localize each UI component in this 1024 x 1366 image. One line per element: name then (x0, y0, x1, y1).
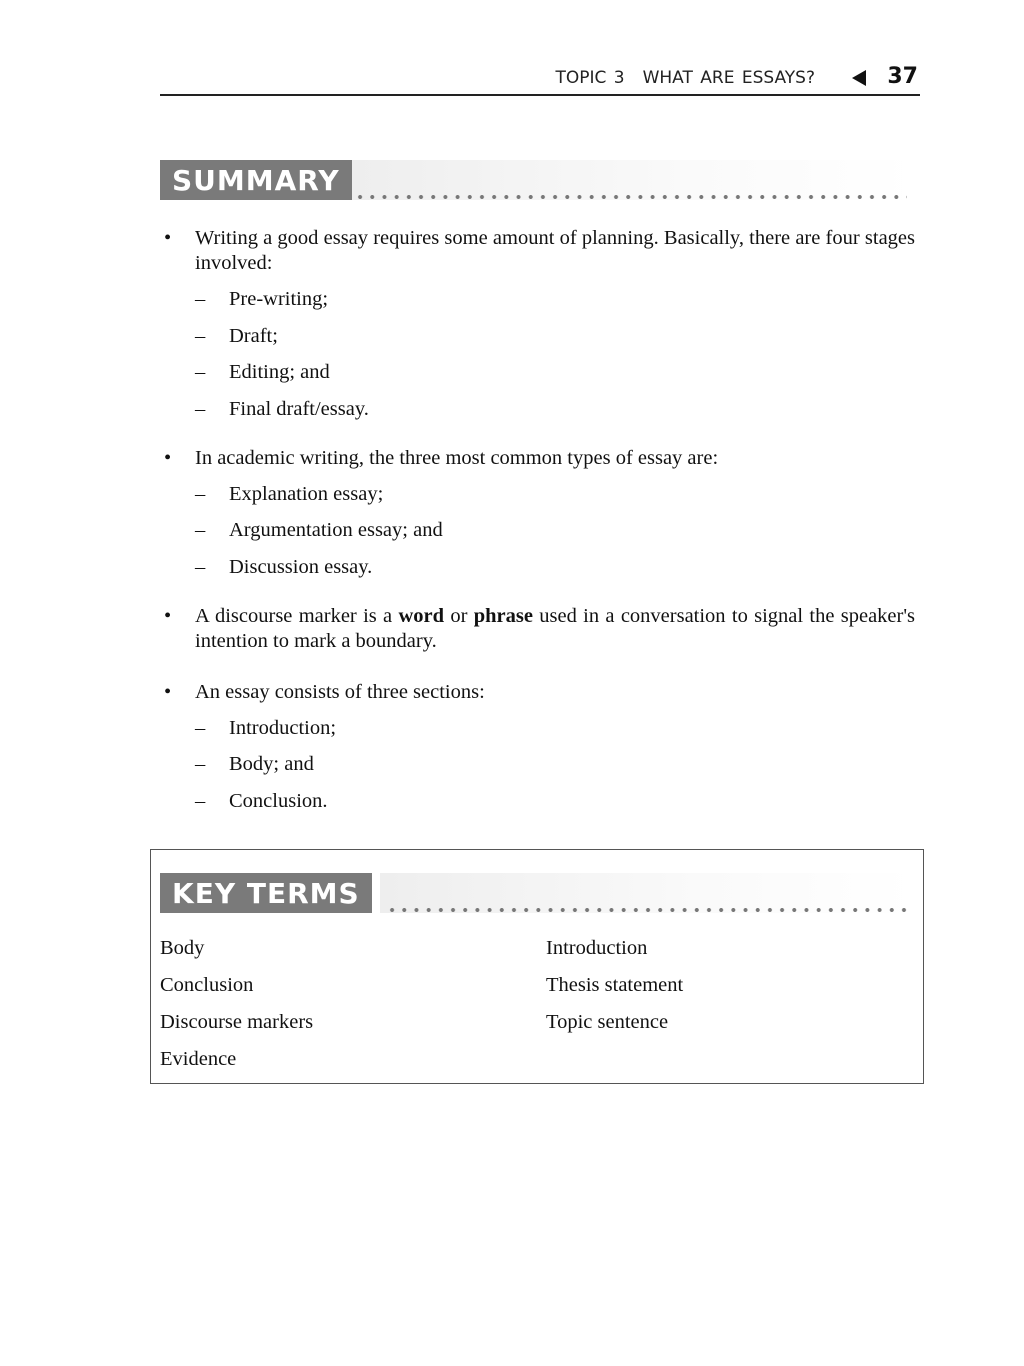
sub-item: – Introduction; (195, 716, 337, 739)
key-terms-banner (160, 873, 915, 913)
sub-item-text: Pre-writing; (229, 288, 329, 310)
sub-item-text: Explanation essay; (229, 482, 384, 505)
key-terms-right-column (546, 934, 683, 1045)
bullet-dot: • (164, 680, 172, 703)
bullet-dot: • (164, 604, 172, 627)
key-term: Discourse markers (160, 1011, 314, 1033)
bullet-text: Writing a good essay requires some amount of planning. Basically, there are four stages involved: (195, 227, 915, 274)
sub-item-text: Final draft/essay. (229, 397, 369, 420)
summary-list (160, 226, 915, 830)
summary-bullet (160, 226, 915, 422)
sub-item-text: Introduction; (229, 716, 337, 739)
key-term: Evidence (160, 1048, 237, 1070)
key-term: Thesis statement (546, 974, 684, 996)
sub-item: – Final draft/essay. (195, 397, 369, 420)
bullet-text: An essay consists of three sections: (195, 680, 485, 703)
sub-list (195, 287, 915, 422)
keyword-phrase: phrase (473, 604, 533, 627)
sub-item-text: Conclusion. (229, 789, 328, 812)
sub-item: – Explanation essay; (195, 482, 384, 505)
page-header (160, 62, 920, 96)
bullet-dot: • (164, 446, 172, 469)
banner-dotted-rule (354, 194, 907, 200)
summary-banner (160, 160, 915, 200)
sub-item-text: Body; and (229, 753, 314, 775)
topic-title: WHAT ARE ESSAYS? (642, 68, 815, 88)
key-term: Body (160, 937, 205, 959)
sub-item: – Conclusion. (195, 789, 328, 812)
banner-dotted-rule (386, 907, 907, 913)
summary-bullet (160, 680, 915, 814)
sub-list (195, 482, 915, 580)
bullet-text: A discourse marker is a word or phrase used in a conversation to signal the speaker's intention to mark a boundary. (195, 604, 916, 652)
sub-item: – Editing; and (195, 361, 330, 383)
key-terms-left-column (160, 934, 313, 1082)
sub-item: – Discussion essay. (195, 555, 373, 578)
sub-item: – Draft; (195, 324, 278, 347)
summary-bullet (160, 446, 915, 580)
sub-item: – Argumentation essay; and (195, 519, 443, 541)
sub-item-text: Discussion essay. (229, 555, 373, 578)
key-terms-heading: KEY TERMS (160, 873, 372, 913)
bullet-dot: • (164, 227, 172, 249)
bullet-text: In academic writing, the three most common types of essay are: (195, 446, 719, 469)
triangle-left-icon (852, 70, 866, 86)
topic-label: TOPIC 3 (555, 68, 625, 88)
key-term: Topic sentence (546, 1011, 669, 1033)
sub-item: – Body; and (195, 753, 314, 775)
header-topic (555, 68, 815, 88)
sub-item-text: Editing; and (229, 361, 330, 383)
keyword-word: word (398, 604, 445, 627)
summary-bullet (160, 604, 915, 654)
key-term: Introduction (546, 937, 648, 959)
page-number: 37 (887, 64, 918, 89)
key-term: Conclusion (160, 974, 254, 996)
sub-item-text: Argumentation essay; and (229, 519, 443, 541)
sub-item-text: Draft; (229, 324, 278, 347)
sub-item: – Pre-writing; (195, 288, 329, 310)
sub-list (195, 716, 915, 814)
summary-heading: SUMMARY (160, 160, 352, 200)
